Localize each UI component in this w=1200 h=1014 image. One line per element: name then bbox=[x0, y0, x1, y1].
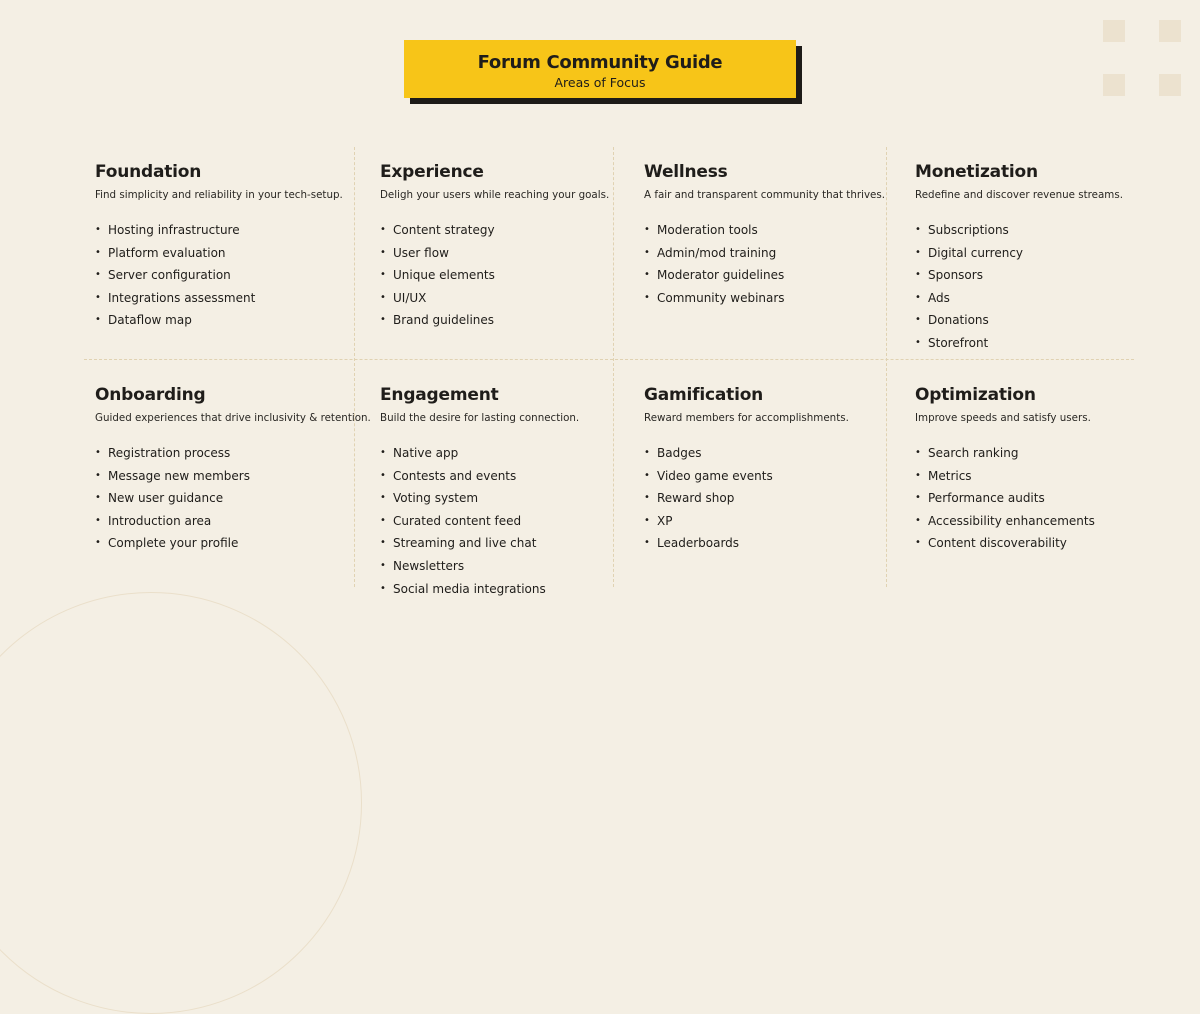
list-item: • Digital currency bbox=[915, 245, 1180, 268]
row-divider bbox=[84, 359, 1134, 360]
item-list bbox=[644, 445, 909, 558]
item-list bbox=[380, 445, 645, 603]
section-title: Monetization bbox=[915, 162, 1038, 182]
item-list bbox=[644, 222, 909, 312]
list-item: • Sponsors bbox=[915, 267, 1180, 290]
section-subtitle: Deligh your users while reaching your goals. bbox=[380, 189, 610, 201]
list-item: • New user guidance bbox=[95, 490, 360, 513]
section-subtitle: Reward members for accomplishments. bbox=[644, 412, 849, 424]
header-banner bbox=[404, 40, 796, 98]
section-title: Gamification bbox=[644, 385, 764, 405]
section-subtitle: Build the desire for lasting connection. bbox=[380, 412, 580, 424]
list-item: • Search ranking bbox=[915, 445, 1180, 468]
list-item: • Message new members bbox=[95, 468, 360, 491]
list-item: • Ads bbox=[915, 290, 1180, 313]
list-item: • Contests and events bbox=[380, 468, 645, 491]
decorative-square bbox=[1159, 74, 1181, 96]
section-title: Optimization bbox=[915, 385, 1036, 405]
list-item: • Voting system bbox=[380, 490, 645, 513]
decorative-arc bbox=[0, 592, 362, 1014]
decorative-square bbox=[1103, 74, 1125, 96]
list-item: • Streaming and live chat bbox=[380, 535, 645, 558]
decorative-square bbox=[1159, 20, 1181, 42]
list-item: • Donations bbox=[915, 312, 1180, 335]
list-item: • Introduction area bbox=[95, 513, 360, 536]
list-item: • Moderator guidelines bbox=[644, 267, 909, 290]
section-optimization bbox=[915, 385, 1180, 558]
list-item: • Server configuration bbox=[95, 267, 360, 290]
list-item: • Unique elements bbox=[380, 267, 645, 290]
section-monetization bbox=[915, 162, 1180, 358]
list-item: • User flow bbox=[380, 245, 645, 268]
list-item: • Accessibility enhancements bbox=[915, 513, 1180, 536]
item-list bbox=[915, 222, 1180, 358]
section-title: Experience bbox=[380, 162, 484, 182]
list-item: • Social media integrations bbox=[380, 581, 645, 604]
section-foundation bbox=[95, 162, 360, 335]
list-item: • Reward shop bbox=[644, 490, 909, 513]
item-list bbox=[95, 222, 360, 335]
list-item: • Leaderboards bbox=[644, 535, 909, 558]
list-item: • Admin/mod training bbox=[644, 245, 909, 268]
list-item: • Registration process bbox=[95, 445, 360, 468]
section-subtitle: Improve speeds and satisfy users. bbox=[915, 412, 1091, 424]
list-item: • Community webinars bbox=[644, 290, 909, 313]
list-item: • Storefront bbox=[915, 335, 1180, 358]
page-subtitle: Areas of Focus bbox=[554, 75, 646, 90]
list-item: • Dataflow map bbox=[95, 312, 360, 335]
list-item: • Newsletters bbox=[380, 558, 645, 581]
page-title: Forum Community Guide bbox=[477, 52, 723, 73]
section-title: Onboarding bbox=[95, 385, 206, 405]
section-title: Engagement bbox=[380, 385, 499, 405]
list-item: • Moderation tools bbox=[644, 222, 909, 245]
list-item: • Platform evaluation bbox=[95, 245, 360, 268]
section-title: Foundation bbox=[95, 162, 202, 182]
list-item: • Complete your profile bbox=[95, 535, 360, 558]
list-item: • UI/UX bbox=[380, 290, 645, 313]
list-item: • Subscriptions bbox=[915, 222, 1180, 245]
list-item: • Brand guidelines bbox=[380, 312, 645, 335]
section-gamification bbox=[644, 385, 909, 558]
list-item: • Content discoverability bbox=[915, 535, 1180, 558]
item-list bbox=[95, 445, 360, 558]
section-wellness bbox=[644, 162, 909, 312]
list-item: • XP bbox=[644, 513, 909, 536]
list-item: • Badges bbox=[644, 445, 909, 468]
list-item: • Metrics bbox=[915, 468, 1180, 491]
section-subtitle: A fair and transparent community that thrives. bbox=[644, 189, 886, 201]
section-subtitle: Redefine and discover revenue streams. bbox=[915, 189, 1123, 201]
section-subtitle: Guided experiences that drive inclusivity & retention. bbox=[95, 412, 371, 424]
list-item: • Performance audits bbox=[915, 490, 1180, 513]
item-list bbox=[915, 445, 1180, 558]
section-title: Wellness bbox=[644, 162, 728, 182]
decorative-square bbox=[1103, 20, 1125, 42]
section-experience bbox=[380, 162, 645, 335]
list-item: • Integrations assessment bbox=[95, 290, 360, 313]
list-item: • Curated content feed bbox=[380, 513, 645, 536]
list-item: • Video game events bbox=[644, 468, 909, 491]
section-subtitle: Find simplicity and reliability in your tech-setup. bbox=[95, 189, 343, 201]
list-item: • Hosting infrastructure bbox=[95, 222, 360, 245]
item-list bbox=[380, 222, 645, 335]
list-item: • Native app bbox=[380, 445, 645, 468]
list-item: • Content strategy bbox=[380, 222, 645, 245]
section-engagement bbox=[380, 385, 645, 603]
section-onboarding bbox=[95, 385, 371, 558]
